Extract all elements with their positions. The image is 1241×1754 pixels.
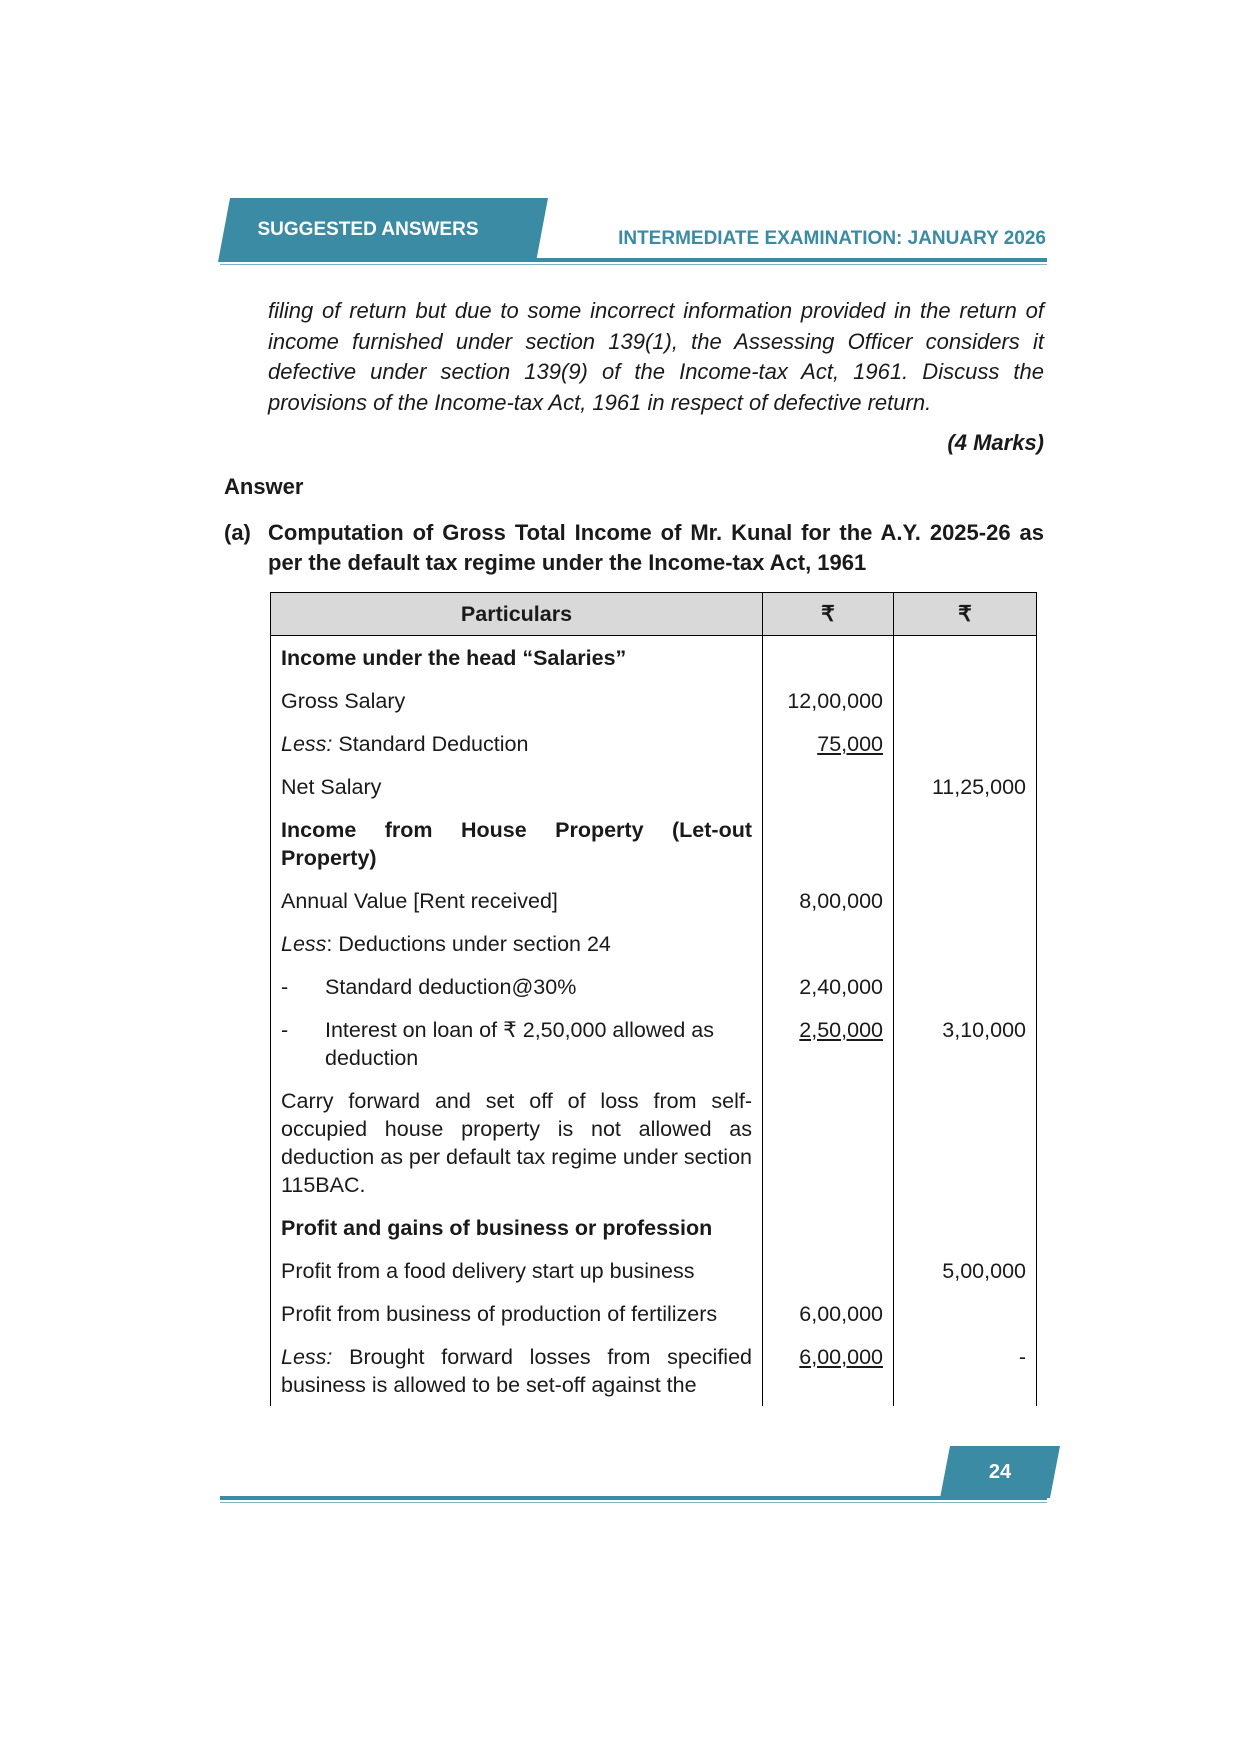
header-rupee-col-1: ₹: [763, 593, 894, 636]
hp-interest-label: Interest on loan of ₹ 2,50,000 allowed as deduction: [325, 1018, 714, 1070]
page-number: 24: [988, 1461, 1012, 1483]
table-row: [271, 765, 1037, 808]
answer-heading: Answer: [224, 474, 304, 499]
table-row: [271, 636, 1037, 680]
table-header-row: [271, 593, 1037, 636]
fertilizers-amount: 6,00,000: [763, 1292, 894, 1335]
gross-salary-amount: 12,00,000: [763, 679, 894, 722]
header-rule-thin: [220, 264, 1047, 265]
part-title: Computation of Gross Total Income of Mr. Kunal for the A.Y. 2025-26 as per the default tax regime under the Income-tax Act, 1961: [268, 520, 1044, 575]
table-row: [271, 1292, 1037, 1335]
hp-interest-cell: [271, 1008, 763, 1079]
std-deduction-label: Standard Deduction: [332, 732, 529, 756]
question-text: filing of return but due to some incorrect information provided in the return of income furnished under section 139(1), the Assessing Officer considers it defective under section 139(9) of the Income-tax Act, 1961. Discuss the provisions of the Income-tax Act, 1961 in respect of defective return.: [268, 298, 1044, 415]
table-row: [271, 879, 1037, 922]
bf-losses-total: -: [894, 1335, 1037, 1406]
hp-interest-amount-cell: [763, 1008, 894, 1079]
footer-rule: [220, 1496, 1047, 1500]
std-deduction-cell: [271, 722, 763, 765]
hp-note: Carry forward and set off of loss from self-occupied house property is not allowed as deduction as per default tax regime under section 115BAC.: [271, 1079, 763, 1206]
gross-salary-label: Gross Salary: [271, 679, 763, 722]
hp-head: Income from House Property (Let-out Property): [271, 808, 763, 879]
table-row: [271, 679, 1037, 722]
footer-rule-thin: [220, 1502, 1047, 1503]
std-deduction-amount-cell: [763, 722, 894, 765]
less-prefix: Less:: [281, 732, 333, 756]
table-row: [271, 1335, 1037, 1406]
question-marks: (4 Marks): [947, 430, 1044, 455]
less-prefix: Less: [281, 932, 327, 956]
table-row: [271, 1249, 1037, 1292]
table-row: [271, 1079, 1037, 1206]
table-row: [271, 722, 1037, 765]
part-a-heading: [224, 518, 1044, 578]
header-tab-label: SUGGESTED ANSWERS: [257, 219, 479, 240]
bullet-dash: -: [281, 975, 289, 999]
food-delivery-total: 5,00,000: [894, 1249, 1037, 1292]
annual-value-label: Annual Value [Rent received]: [271, 879, 763, 922]
part-label: (a): [224, 520, 251, 545]
fertilizers-label: Profit from business of production of fertilizers: [271, 1292, 763, 1335]
hp-deductions-label: : Deductions under section 24: [326, 932, 611, 956]
exam-title: INTERMEDIATE EXAMINATION: JANUARY 2026: [618, 228, 1046, 249]
header-rupee-col-2: ₹: [894, 593, 1037, 636]
net-salary-label: Net Salary: [271, 765, 763, 808]
table-row: [271, 808, 1037, 879]
pgbp-head: Profit and gains of business or profession: [271, 1206, 763, 1249]
food-delivery-label: Profit from a food delivery start up business: [271, 1249, 763, 1292]
annual-value-amount: 8,00,000: [763, 879, 894, 922]
bullet-dash: -: [281, 1018, 289, 1042]
table-row: [271, 1008, 1037, 1079]
hp-std-cell: [271, 965, 763, 1008]
hp-total: 3,10,000: [894, 1008, 1037, 1079]
bf-losses-cell: [271, 1335, 763, 1406]
std-deduction-amount: 75,000: [817, 732, 883, 756]
header-particulars: Particulars: [271, 593, 763, 636]
table-row: [271, 922, 1037, 965]
hp-std-amount: 2,40,000: [763, 965, 894, 1008]
hp-std-label: Standard deduction@30%: [325, 975, 577, 999]
less-prefix: Less:: [281, 1345, 333, 1369]
net-salary-total: 11,25,000: [894, 765, 1037, 808]
table-row: [271, 1206, 1037, 1249]
salary-head: Income under the head “Salaries”: [271, 636, 763, 680]
header-rule: [220, 258, 1047, 262]
hp-interest-amount: 2,50,000: [799, 1018, 883, 1042]
table-row: [271, 965, 1037, 1008]
bf-losses-label: Brought forward losses from specified business is allowed to be set-off against the: [281, 1345, 752, 1397]
bf-losses-amount: 6,00,000: [799, 1345, 883, 1369]
computation-table: [270, 592, 1037, 1406]
page-content: [224, 296, 1044, 578]
bf-losses-amount-cell: [763, 1335, 894, 1406]
hp-deductions-cell: [271, 922, 763, 965]
